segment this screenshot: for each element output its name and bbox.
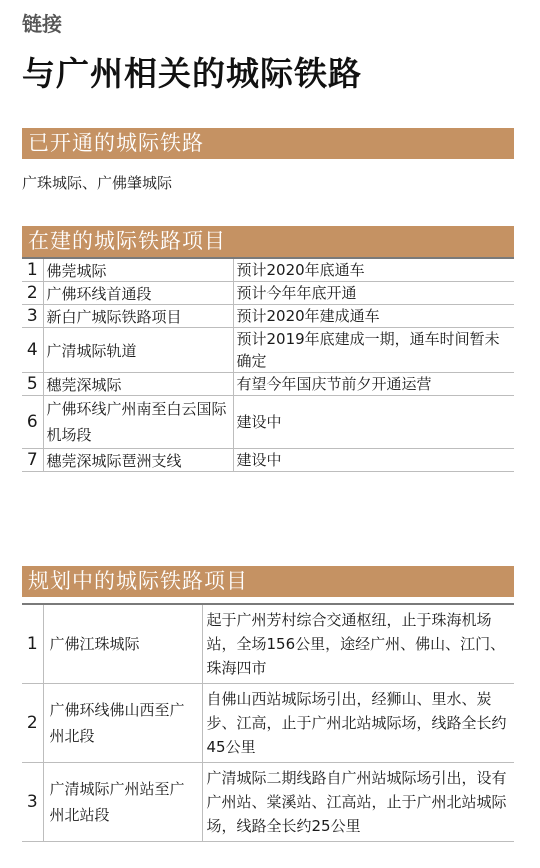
section-header-planned: 规划中的城际铁路项目 <box>22 566 514 597</box>
row-number: 1 <box>22 604 43 684</box>
project-name: 广佛环线广州南至白云国际机场段 <box>43 396 233 449</box>
table-row <box>22 604 514 684</box>
kicker-label: 链接 <box>22 12 62 36</box>
row-number: 7 <box>22 449 43 472</box>
row-number: 2 <box>22 282 43 305</box>
project-name: 广清城际轨道 <box>43 328 233 373</box>
table-row <box>22 763 514 842</box>
row-number: 3 <box>22 305 43 328</box>
project-status: 建设中 <box>233 396 514 449</box>
project-description: 广清城际二期线路自广州站城际场引出，设有广州站、棠溪站、江高站，止于广州北站城际场，线路全长约25公里 <box>202 763 514 842</box>
planned-table <box>22 603 514 842</box>
project-name: 穗莞深城际 <box>43 373 233 396</box>
table-row <box>22 373 514 396</box>
project-status: 预计2020年底通车 <box>233 258 514 282</box>
page-title: 与广州相关的城际铁路 <box>22 54 362 93</box>
table-row <box>22 328 514 373</box>
under-construction-table <box>22 257 514 472</box>
project-name: 佛莞城际 <box>43 258 233 282</box>
table-row <box>22 305 514 328</box>
project-name: 新白广城际铁路项目 <box>43 305 233 328</box>
project-status: 预计2020年建成通车 <box>233 305 514 328</box>
project-name: 广佛环线佛山西至广州北段 <box>43 684 202 763</box>
project-name: 广清城际广州站至广州北站段 <box>43 763 202 842</box>
row-number: 4 <box>22 328 43 373</box>
project-status: 预计今年年底开通 <box>233 282 514 305</box>
row-number: 5 <box>22 373 43 396</box>
project-name: 广佛环线首通段 <box>43 282 233 305</box>
row-number: 6 <box>22 396 43 449</box>
project-name: 广佛江珠城际 <box>43 604 202 684</box>
opened-railways-text: 广珠城际、广佛肇城际 <box>22 174 173 192</box>
table-row <box>22 396 514 449</box>
project-description: 起于广州芳村综合交通枢纽，止于珠海机场站，全场156公里，途经广州、佛山、江门、珠海四市 <box>202 604 514 684</box>
table-row <box>22 258 514 282</box>
project-status: 预计2019年底建成一期，通车时间暂未确定 <box>233 328 514 373</box>
row-number: 2 <box>22 684 43 763</box>
table-row <box>22 449 514 472</box>
table-row <box>22 684 514 763</box>
section-header-opened: 已开通的城际铁路 <box>22 128 514 159</box>
table-row <box>22 282 514 305</box>
project-status: 有望今年国庆节前夕开通运营 <box>233 373 514 396</box>
section-header-under-construction: 在建的城际铁路项目 <box>22 226 514 257</box>
project-description: 自佛山西站城际场引出，经狮山、里水、炭步、江高，止于广州北站城际场，线路全长约45公里 <box>202 684 514 763</box>
project-name: 穗莞深城际琶洲支线 <box>43 449 233 472</box>
row-number: 1 <box>22 258 43 282</box>
project-status: 建设中 <box>233 449 514 472</box>
row-number: 3 <box>22 763 43 842</box>
